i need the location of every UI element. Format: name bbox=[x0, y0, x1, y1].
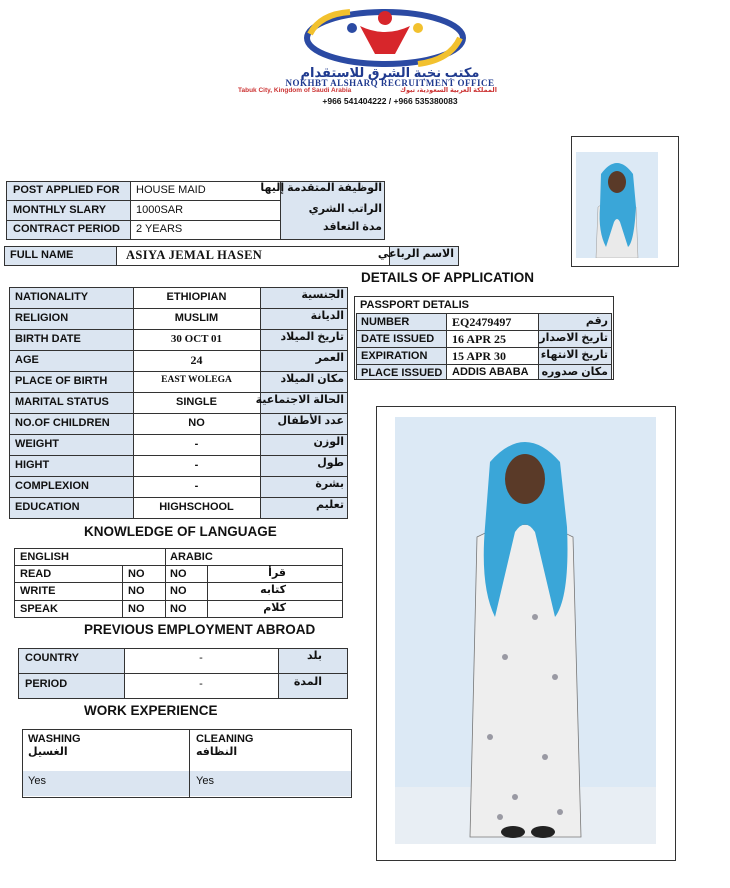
detail-label: RELIGION bbox=[15, 312, 69, 324]
detail-label-arabic: العمر bbox=[315, 352, 344, 364]
detail-label: NO.OF CHILDREN bbox=[15, 417, 110, 429]
country-label-arabic: بلد bbox=[307, 650, 322, 662]
detail-label: NATIONALITY bbox=[15, 291, 89, 303]
passport-value: 16 APR 25 bbox=[452, 332, 506, 346]
cleaning-value: Yes bbox=[196, 775, 214, 787]
language-skill-label: READ bbox=[20, 568, 52, 580]
details-heading: DETAILS OF APPLICATION bbox=[361, 270, 534, 285]
salary-label: MONTHLY SLARY bbox=[13, 204, 107, 216]
post-label-arabic: الوظيفة المتقدمة إليها bbox=[260, 182, 382, 194]
language-arabic-value: NO bbox=[170, 585, 187, 597]
detail-label-arabic: تاريخ الميلاد bbox=[280, 331, 344, 343]
post-value: HOUSE MAID bbox=[136, 184, 206, 196]
full-name-value: ASIYA JEMAL HASEN bbox=[126, 248, 263, 262]
language-skill-label: SPEAK bbox=[20, 603, 58, 615]
contract-label: CONTRACT PERIOD bbox=[13, 223, 120, 235]
office-name-arabic: مكتب نخبة الشرق للاستقدام bbox=[300, 65, 480, 80]
language-skill-label: WRITE bbox=[20, 585, 56, 597]
passport-label: EXPIRATION bbox=[361, 350, 428, 362]
language-arabic-value: NO bbox=[170, 603, 187, 615]
detail-label: EDUCATION bbox=[15, 501, 80, 513]
contract-label-arabic: مدة التعاقد bbox=[322, 221, 382, 233]
experience-heading: WORK EXPERIENCE bbox=[84, 703, 218, 718]
detail-label: HIGHT bbox=[15, 459, 50, 471]
detail-value: - bbox=[194, 480, 199, 492]
detail-label-arabic: الحالة الاجتماعية bbox=[255, 394, 344, 406]
detail-label-arabic: عدد الأطفال bbox=[277, 415, 344, 427]
full-name-label-arabic: الاسم الرباعي bbox=[377, 248, 454, 260]
language-skill-label-arabic: قرأ bbox=[268, 567, 286, 579]
language-english-value: NO bbox=[128, 603, 145, 615]
detail-label-arabic: الوزن bbox=[313, 436, 344, 448]
detail-value: - bbox=[194, 459, 199, 471]
detail-label-arabic: تعليم bbox=[316, 499, 344, 511]
passport-label-arabic: تاريخ الاصدار bbox=[539, 332, 608, 344]
detail-value: - bbox=[194, 438, 199, 450]
detail-label: WEIGHT bbox=[15, 438, 59, 450]
language-heading: KNOWLEDGE OF LANGUAGE bbox=[84, 524, 277, 539]
office-logo bbox=[300, 4, 470, 68]
period-value: - bbox=[199, 678, 203, 690]
language-english-value: NO bbox=[128, 568, 145, 580]
detail-value: SINGLE bbox=[176, 396, 217, 408]
detail-value: ETHIOPIAN bbox=[166, 291, 227, 303]
washing-value: Yes bbox=[28, 775, 46, 787]
language-arabic-value: NO bbox=[170, 568, 187, 580]
detail-label-arabic: بشرة bbox=[315, 478, 344, 490]
office-name-english: NOKHBT ALSHARQ RECRUITMENT OFFICE bbox=[285, 78, 495, 88]
detail-label: BIRTH DATE bbox=[15, 333, 81, 345]
contract-value: 2 YEARS bbox=[136, 223, 183, 235]
detail-label: MARITAL STATUS bbox=[15, 396, 109, 408]
passport-label: NUMBER bbox=[361, 316, 410, 328]
detail-value: EAST WOLEGA bbox=[161, 375, 232, 385]
passport-title: PASSPORT DETALIS bbox=[360, 299, 469, 311]
country-value: - bbox=[199, 652, 203, 664]
full-body-photo bbox=[395, 417, 656, 844]
detail-value: NO bbox=[188, 417, 205, 429]
office-location-english: Tabuk City, Kingdom of Saudi Arabia bbox=[238, 87, 352, 94]
detail-value: MUSLIM bbox=[174, 312, 219, 324]
detail-label-arabic: الديانة bbox=[310, 310, 344, 322]
employment-heading: PREVIOUS EMPLOYMENT ABROAD bbox=[84, 622, 316, 637]
detail-label-arabic: طول bbox=[317, 457, 344, 469]
detail-value: 24 bbox=[190, 353, 203, 367]
language-col-arabic: ARABIC bbox=[170, 551, 213, 563]
office-phones: +966 541404222 / +966 535380083 bbox=[322, 96, 458, 106]
passport-label-arabic: مكان صدوره bbox=[541, 366, 608, 378]
portrait-photo bbox=[576, 152, 658, 258]
language-skill-label-arabic: كلام bbox=[263, 602, 286, 614]
passport-label: DATE ISSUED bbox=[361, 333, 435, 345]
salary-value: 1000SAR bbox=[136, 204, 184, 216]
language-col-english: ENGLISH bbox=[20, 551, 69, 563]
detail-label: COMPLEXION bbox=[15, 480, 89, 492]
detail-label: AGE bbox=[15, 354, 39, 366]
salary-label-arabic: الراتب الشري bbox=[308, 203, 382, 215]
period-label: PERIOD bbox=[25, 678, 68, 690]
detail-label: PLACE OF BIRTH bbox=[15, 375, 108, 387]
language-english-value: NO bbox=[128, 585, 145, 597]
passport-value: ADDIS ABABA bbox=[452, 366, 529, 378]
period-label-arabic: المدة bbox=[293, 676, 322, 688]
detail-label-arabic: الجنسية bbox=[301, 289, 344, 301]
washing-label-arabic: الغسيل bbox=[28, 746, 68, 758]
passport-label-arabic: رقم bbox=[585, 315, 608, 327]
country-label: COUNTRY bbox=[25, 652, 79, 664]
post-label: POST APPLIED FOR bbox=[13, 184, 120, 196]
detail-value: HIGHSCHOOL bbox=[159, 501, 234, 513]
full-name-label: FULL NAME bbox=[10, 249, 74, 261]
cleaning-label: CLEANING bbox=[196, 733, 254, 745]
office-location-arabic: المملكة العربية السعودية، تبوك bbox=[400, 87, 497, 94]
detail-value: 30 OCT 01 bbox=[170, 333, 223, 345]
language-skill-label-arabic: كتابه bbox=[260, 584, 286, 596]
detail-label-arabic: مكان الميلاد bbox=[280, 373, 344, 385]
cleaning-label-arabic: النظافه bbox=[196, 746, 238, 758]
passport-label-arabic: تاريخ الانتهاء bbox=[540, 349, 608, 361]
passport-value: 15 APR 30 bbox=[452, 349, 506, 363]
passport-label: PLACE ISSUED bbox=[361, 367, 443, 379]
washing-label: WASHING bbox=[28, 733, 81, 745]
passport-value: EQ2479497 bbox=[452, 315, 512, 329]
